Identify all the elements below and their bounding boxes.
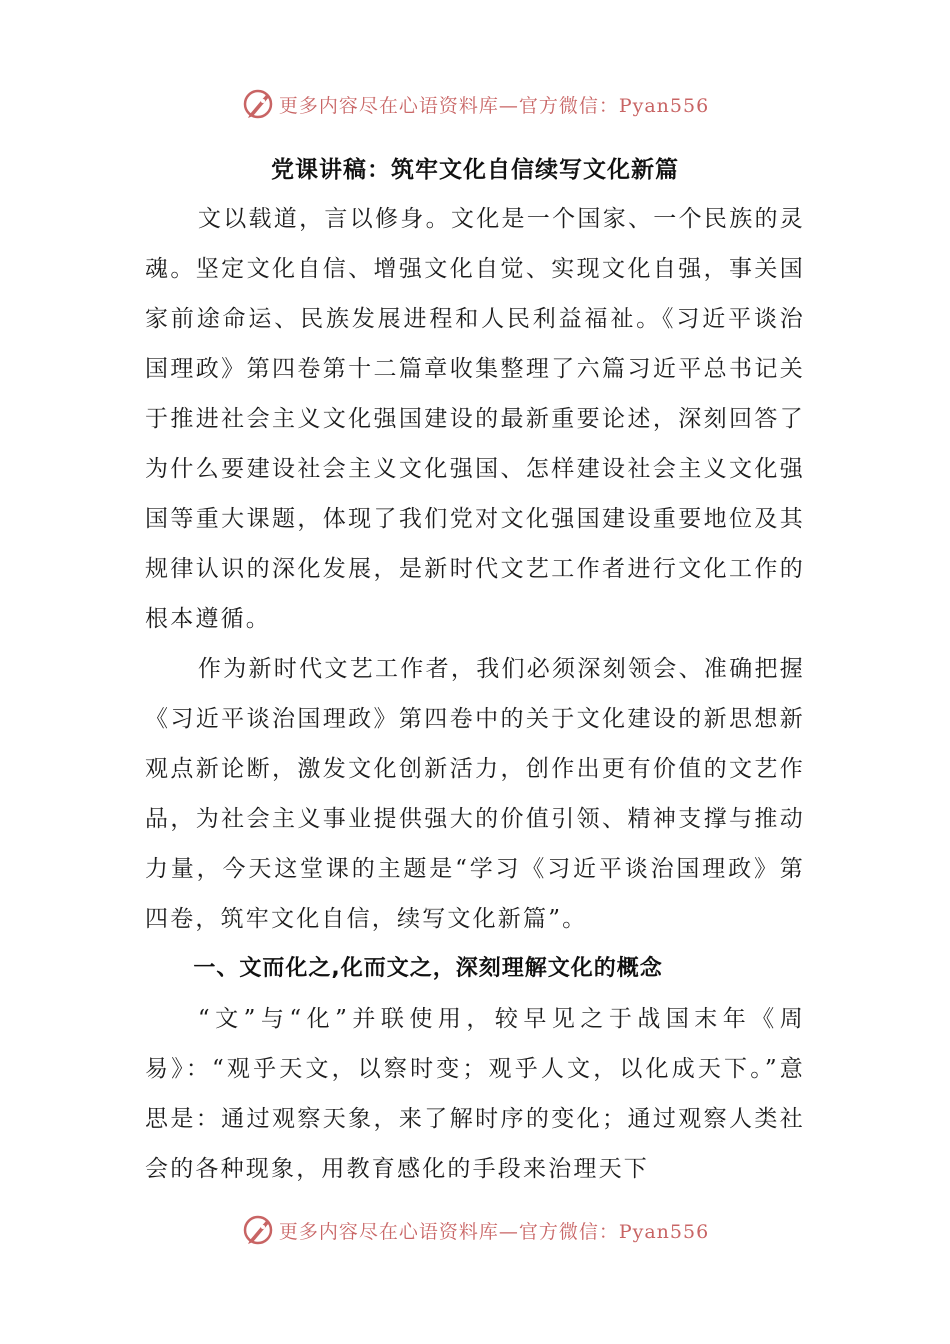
watermark-banner-top [0, 84, 950, 124]
paragraph-section-one: “文”与“化”并联使用，较早见之于战国末年《周易》：“观乎天文，以察时变；观乎人文，以化成天下。”意思是：通过观察天象，来了解时序的变化；通过观察人类社会的各种现象，用教育感化的手段来治理天下 [145, 1006, 805, 1182]
pen-logo-icon [241, 1213, 275, 1247]
paragraph-theme: 作为新时代文艺工作者，我们必须深刻领会、准确把握《习近平谈治国理政》第四卷中的关于文化建设的新思想新观点新论断，激发文化创新活力，创作出更有价值的文艺作品，为社会主义事业提供强大的价值引领、精神支撑与推动力量，今天这堂课的主题是“学习《习近平谈治国理政》第四卷，筑牢文化自信，续写文化新篇”。 [145, 656, 805, 932]
watermark-banner-bottom [0, 1210, 950, 1250]
watermark-text: 更多内容尽在心语资料库—官方微信：Pyan556 [278, 94, 710, 117]
watermark-text: 更多内容尽在心语资料库—官方微信：Pyan556 [278, 1220, 710, 1243]
paragraph-intro: 文以载道，言以修身。文化是一个国家、一个民族的灵魂。坚定文化自信、增强文化自觉、实现文化自强，事关国家前途命运、民族发展进程和人民利益福祉。《习近平谈治国理政》第四卷第十二篇章收集整理了六篇习近平总书记关于推进社会主义文化强国建设的最新重要论述，深刻回答了为什么要建设社会主义文化强国、怎样建设社会主义文化强国等重大课题，体现了我们党对文化强国建设重要地位及其规律认识的深化发展，是新时代文艺工作者进行文化工作的根本遵循。 [145, 206, 805, 632]
pen-logo-icon [241, 87, 275, 121]
document-body [145, 194, 805, 1194]
section-heading: 一、文而化之,化而文之，深刻理解文化的概念 [193, 956, 663, 981]
document-title: 党课讲稿：筑牢文化自信续写文化新篇 [271, 157, 679, 183]
